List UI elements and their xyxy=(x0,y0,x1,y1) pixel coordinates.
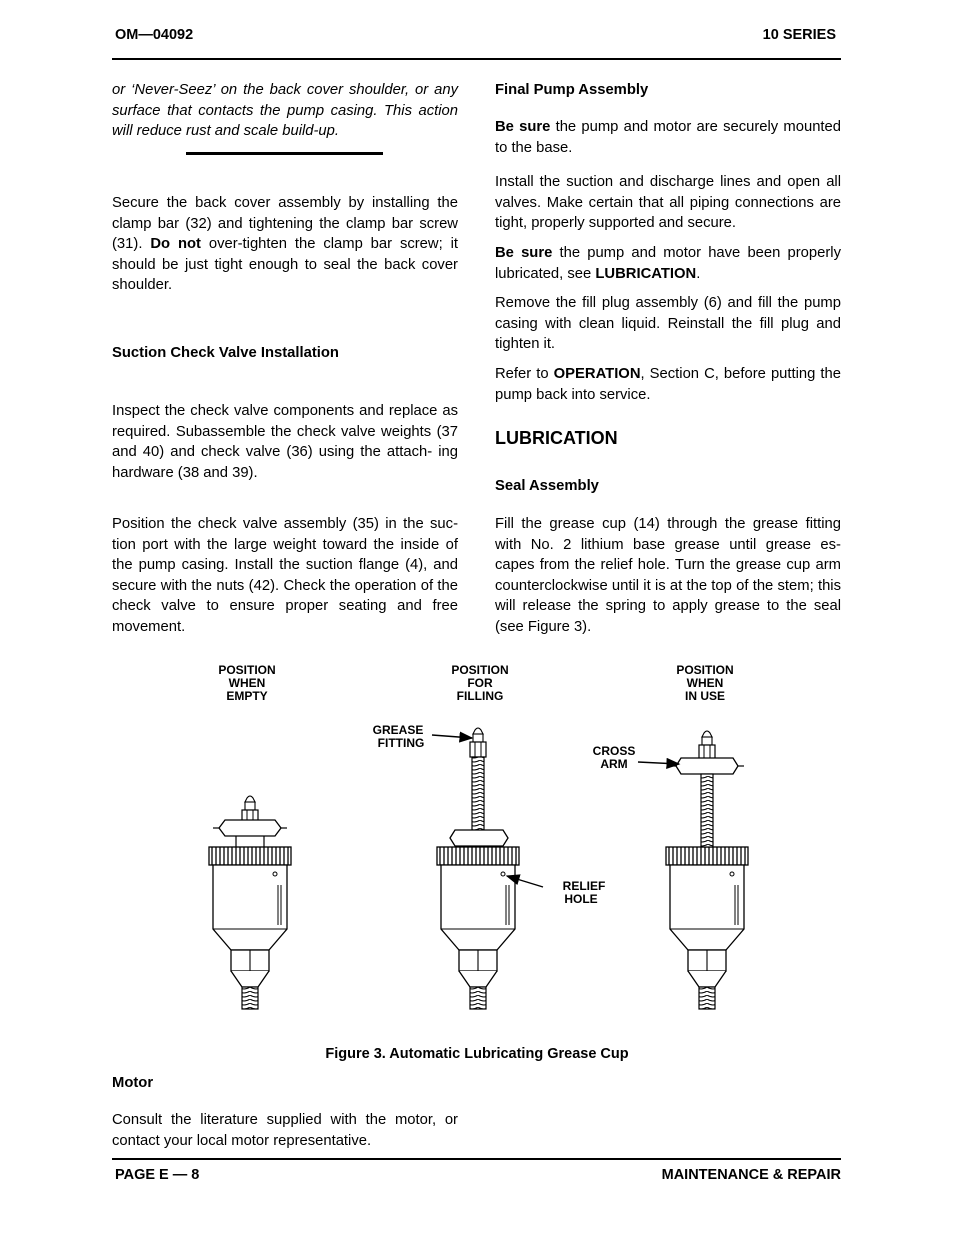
lubricated-paragraph: Be sure the pump and motor have been properly lubricated, see LUBRICATION. xyxy=(495,245,841,282)
heading-final-assembly: Final Pump Assembly xyxy=(495,82,649,98)
fill-plug-paragraph: Remove the fill plug assembly (6) and fill the pump casing with clean liquid. Reinstall the fill plug and tighten it. xyxy=(495,295,841,353)
heading-seal-assembly: Seal Assembly xyxy=(495,478,599,494)
intro-italic-text: or ‘Never-Seez’ on the back cover shoulder, or any surface that contacts the pump casing. This action will reduce rust and scale build-up. xyxy=(112,82,458,140)
label-cross-arm: CROSS ARM xyxy=(592,744,636,771)
figure-caption: Figure 3. Automatic Lubricating Grease Cup xyxy=(325,1046,629,1062)
mount-paragraph: Be sure the pump and motor are securely mounted to the base. xyxy=(495,119,841,156)
inspect-paragraph: Inspect the check valve components and replace as required. Subassemble the check valve weights (37 and 40) and check valve (36) using the attach- ing hardware (38 and 39). xyxy=(112,403,458,481)
label-relief-hole: RELIEF HOLE xyxy=(562,879,606,906)
label-grease-fitting: GREASE FITTING xyxy=(372,723,425,750)
label-position-when-empty: POSITION WHEN EMPTY xyxy=(218,663,276,703)
position-paragraph: Position the check valve assembly (35) in the suc- tion port with the large weight toward the inside of the pump casing. Install the suction flange (4), and secure with the nuts (42). Check the operation of the check valve to ensure proper seating and free movement. xyxy=(112,516,458,635)
section-name: MAINTENANCE & REPAIR xyxy=(661,1167,841,1183)
label-position-for-filling: POSITION FOR FILLING xyxy=(451,663,509,703)
motor-paragraph: Consult the literature supplied with the motor, or contact your local motor representative. xyxy=(112,1112,458,1149)
operation-paragraph: Refer to OPERATION, Section C, before putting the pump back into service. xyxy=(495,366,841,403)
lines-paragraph: Install the suction and discharge lines and open all valves. Make certain that all piping connections are tight, properly supported and secure. xyxy=(495,174,841,232)
back-cover-paragraph: Secure the back cover assembly by installing the clamp bar (32) and tightening the clamp bar screw (31). Do not over-tighten the clamp bar screw; it should be just tight enough to seal the back cover shoulder. xyxy=(112,195,458,294)
series-label: 10 SERIES xyxy=(762,27,836,43)
heading-lubrication: LUBRICATION xyxy=(495,428,618,448)
grease-paragraph: Fill the grease cup (14) through the grease fitting with No. 2 lithium base grease until grease es- capes from the relief hole. Turn the grease cup arm counterclockwise until it is at the top of the stem; this will release the spring to apply grease to the seal (see Figure 3). xyxy=(495,516,841,635)
label-position-when-in-use: POSITION WHEN IN USE xyxy=(676,663,734,703)
doc-number: OM—04092 xyxy=(115,27,194,43)
heading-check-valve: Suction Check Valve Installation xyxy=(112,345,339,361)
heading-motor: Motor xyxy=(112,1075,154,1091)
footer-rule xyxy=(112,1158,841,1160)
page-number: PAGE E — 8 xyxy=(115,1167,200,1183)
